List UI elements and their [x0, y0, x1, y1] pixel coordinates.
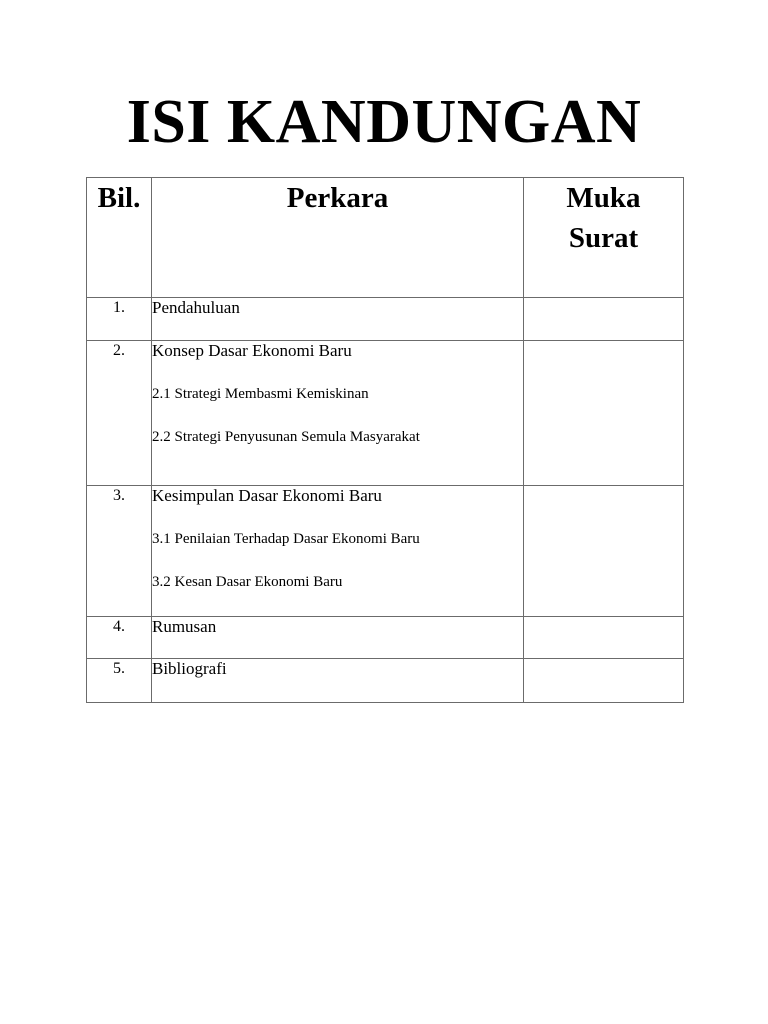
table-row [87, 486, 684, 617]
table-row [87, 298, 684, 341]
contents-table [86, 177, 684, 703]
row-muka-surat [524, 341, 684, 486]
row-title: Kesimpulan Dasar Ekonomi Baru [152, 486, 382, 505]
row-title: Bibliografi [152, 659, 227, 678]
row-title: Pendahuluan [152, 298, 240, 317]
row-perkara [152, 486, 524, 617]
row-muka-surat [524, 486, 684, 617]
header-perkara: Perkara [152, 178, 524, 298]
row-title: Rumusan [152, 617, 217, 636]
row-perkara [152, 617, 524, 659]
row-title: Konsep Dasar Ekonomi Baru [152, 341, 352, 360]
row-number: 4. [87, 617, 152, 659]
row-muka-surat [524, 617, 684, 659]
table-row [87, 341, 684, 486]
row-subitem: 2.1 Strategi Membasmi Kemiskinan [152, 386, 369, 402]
row-number: 5. [87, 659, 152, 703]
table-row [87, 617, 684, 659]
row-number: 3. [87, 486, 152, 617]
header-muka-surat-line2: Surat [568, 222, 639, 254]
row-perkara [152, 298, 524, 341]
row-number: 1. [87, 298, 152, 341]
row-number: 2. [87, 341, 152, 486]
header-bil: Bil. [87, 178, 152, 298]
header-muka-surat-line1: Muka [566, 182, 641, 214]
row-muka-surat [524, 298, 684, 341]
page-title: ISI KANDUNGAN [126, 88, 642, 156]
row-subitem: 3.2 Kesan Dasar Ekonomi Baru [152, 574, 343, 590]
table-row [87, 659, 684, 703]
table-header-row [87, 178, 684, 298]
row-perkara [152, 341, 524, 486]
row-subitem: 2.2 Strategi Penyusunan Semula Masyarakat [152, 429, 420, 445]
row-perkara [152, 659, 524, 703]
row-subitem: 3.1 Penilaian Terhadap Dasar Ekonomi Baru [152, 531, 420, 547]
row-muka-surat [524, 659, 684, 703]
header-muka-surat [524, 178, 684, 298]
